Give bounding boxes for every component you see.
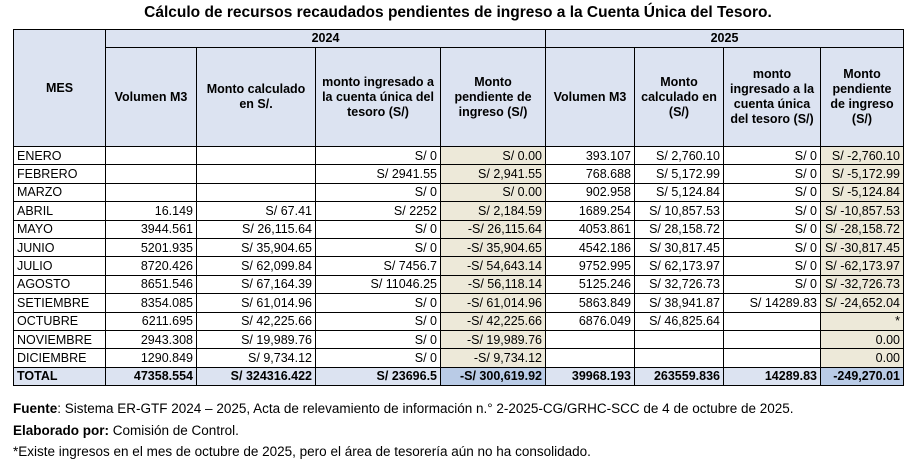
header-monto-pendiente-2025: Monto pendiente de ingreso (S/) <box>821 48 904 147</box>
cell-ingresado-2024: S/ 2941.55 <box>316 165 441 183</box>
header-monto-pendiente-2024: Monto pendiente de ingreso (S/) <box>441 48 546 147</box>
table-row <box>14 165 904 183</box>
cell-pendiente-2025: 0.00 <box>821 349 904 367</box>
cell-ingresado-2025: S/ 0 <box>724 147 821 165</box>
total-label: TOTAL <box>14 367 106 385</box>
cell-volumen-2025: 768.688 <box>546 165 635 183</box>
header-year-row <box>14 30 904 48</box>
table-row <box>14 220 904 238</box>
table-row <box>14 183 904 201</box>
cell-pendiente-2024: -S/ 54,643.14 <box>441 257 546 275</box>
cell-calculado-2025: S/ 5,172.99 <box>635 165 724 183</box>
cell-calculado-2024 <box>197 147 316 165</box>
cell-ingresado-2025: S/ 0 <box>724 238 821 256</box>
cell-calculado-2025: S/ 10,857.53 <box>635 202 724 220</box>
cell-pendiente-2024: -S/ 9,734.12 <box>441 349 546 367</box>
cell-volumen-2025: 9752.995 <box>546 257 635 275</box>
table-row <box>14 257 904 275</box>
cell-volumen-2025: 4542.186 <box>546 238 635 256</box>
total-row <box>14 367 904 385</box>
cell-calculado-2024: S/ 67,164.39 <box>197 275 316 293</box>
total-calculado-2024: S/ 324316.422 <box>197 367 316 385</box>
cell-calculado-2024: S/ 61,014.96 <box>197 294 316 312</box>
total-pendiente-2024: -S/ 300,619.92 <box>441 367 546 385</box>
total-ingresado-2025: 14289.83 <box>724 367 821 385</box>
cell-mes: JULIO <box>14 257 106 275</box>
cell-ingresado-2024: S/ 0 <box>316 238 441 256</box>
cell-mes: SETIEMBRE <box>14 294 106 312</box>
cell-pendiente-2025: S/ -2,760.10 <box>821 147 904 165</box>
cell-pendiente-2024: -S/ 19,989.76 <box>441 330 546 348</box>
cell-calculado-2025: S/ 2,760.10 <box>635 147 724 165</box>
cell-ingresado-2025 <box>724 349 821 367</box>
cell-volumen-2024 <box>106 147 197 165</box>
cell-ingresado-2025: S/ 0 <box>724 220 821 238</box>
cell-ingresado-2025: S/ 0 <box>724 165 821 183</box>
cell-volumen-2024: 8720.426 <box>106 257 197 275</box>
cell-calculado-2025: S/ 30,817.45 <box>635 238 724 256</box>
total-volumen-2025: 39968.193 <box>546 367 635 385</box>
cell-mes: DICIEMBRE <box>14 349 106 367</box>
header-year-2025: 2025 <box>546 30 904 48</box>
cell-volumen-2025: 5125.246 <box>546 275 635 293</box>
header-columns-row <box>14 48 904 147</box>
cell-calculado-2024: S/ 67.41 <box>197 202 316 220</box>
cell-calculado-2024 <box>197 165 316 183</box>
cell-volumen-2025: 6876.049 <box>546 312 635 330</box>
cell-mes: ENERO <box>14 147 106 165</box>
cell-volumen-2024: 8354.085 <box>106 294 197 312</box>
cell-mes: JUNIO <box>14 238 106 256</box>
cell-calculado-2025: S/ 32,726.73 <box>635 275 724 293</box>
cell-ingresado-2025: S/ 0 <box>724 183 821 201</box>
cell-volumen-2025: 1689.254 <box>546 202 635 220</box>
cell-mes: ABRIL <box>14 202 106 220</box>
cell-ingresado-2024: S/ 0 <box>316 349 441 367</box>
cell-ingresado-2025: S/ 0 <box>724 202 821 220</box>
cell-volumen-2025: 4053.861 <box>546 220 635 238</box>
cell-mes: AGOSTO <box>14 275 106 293</box>
cell-pendiente-2024: -S/ 61,014.96 <box>441 294 546 312</box>
cell-ingresado-2025 <box>724 312 821 330</box>
cell-volumen-2024: 16.149 <box>106 202 197 220</box>
fuente-label: Fuente <box>13 401 58 416</box>
cell-calculado-2024 <box>197 183 316 201</box>
table-row <box>14 312 904 330</box>
cell-ingresado-2024: S/ 0 <box>316 147 441 165</box>
cell-volumen-2024: 2943.308 <box>106 330 197 348</box>
table-row <box>14 275 904 293</box>
cell-ingresado-2025: S/ 14289.83 <box>724 294 821 312</box>
cell-ingresado-2024: S/ 0 <box>316 312 441 330</box>
cell-pendiente-2025: S/ -32,726.73 <box>821 275 904 293</box>
fuente-text: : Sistema ER-GTF 2024 – 2025, Acta de relevamiento de información n.° 2-2025-CG/GRHC-SCC de 4 de octubre de 2025. <box>57 401 794 416</box>
header-monto-calculado-2024: Monto calculado en S/. <box>197 48 316 147</box>
total-ingresado-2024: S/ 23696.5 <box>316 367 441 385</box>
cell-mes: FEBRERO <box>14 165 106 183</box>
cell-ingresado-2025 <box>724 330 821 348</box>
cell-volumen-2024: 3944.561 <box>106 220 197 238</box>
cell-mes: NOVIEMBRE <box>14 330 106 348</box>
cell-pendiente-2025: S/ -24,652.04 <box>821 294 904 312</box>
asterisk-note: *Existe ingresos en el mes de octubre de 2025, pero el área de tesorería aún no ha consolidado. <box>13 444 591 459</box>
cell-pendiente-2024: S/ 0.00 <box>441 183 546 201</box>
cell-ingresado-2024: S/ 0 <box>316 294 441 312</box>
cell-pendiente-2025: S/ -28,158.72 <box>821 220 904 238</box>
header-mes: MES <box>14 30 106 147</box>
cell-volumen-2025: 902.958 <box>546 183 635 201</box>
recursos-table <box>13 29 904 386</box>
cell-ingresado-2025: S/ 0 <box>724 257 821 275</box>
cell-volumen-2024 <box>106 165 197 183</box>
total-volumen-2024: 47358.554 <box>106 367 197 385</box>
cell-calculado-2024: S/ 26,115.64 <box>197 220 316 238</box>
table-row <box>14 349 904 367</box>
cell-calculado-2024: S/ 42,225.66 <box>197 312 316 330</box>
cell-ingresado-2024: S/ 0 <box>316 220 441 238</box>
cell-volumen-2025: 393.107 <box>546 147 635 165</box>
header-monto-ingresado-2024: monto ingresado a la cuenta única del tesoro (S/) <box>316 48 441 147</box>
cell-volumen-2024: 8651.546 <box>106 275 197 293</box>
footnotes <box>13 398 794 463</box>
total-calculado-2025: 263559.836 <box>635 367 724 385</box>
total-pendiente-2025: -249,270.01 <box>821 367 904 385</box>
cell-pendiente-2024: -S/ 42,225.66 <box>441 312 546 330</box>
cell-calculado-2024: S/ 62,099.84 <box>197 257 316 275</box>
cell-pendiente-2024: -S/ 56,118.14 <box>441 275 546 293</box>
header-volumen-2025: Volumen M3 <box>546 48 635 147</box>
header-monto-ingresado-2025: monto ingresado a la cuenta única del tesoro (S/) <box>724 48 821 147</box>
cell-volumen-2024 <box>106 183 197 201</box>
cell-calculado-2025 <box>635 349 724 367</box>
cell-mes: OCTUBRE <box>14 312 106 330</box>
cell-calculado-2025: S/ 5,124.84 <box>635 183 724 201</box>
cell-calculado-2025: S/ 28,158.72 <box>635 220 724 238</box>
cell-volumen-2025: 5863.849 <box>546 294 635 312</box>
cell-pendiente-2025: S/ -5,172.99 <box>821 165 904 183</box>
cell-ingresado-2024: S/ 0 <box>316 183 441 201</box>
cell-pendiente-2025: S/ -30,817.45 <box>821 238 904 256</box>
elaborado-note <box>13 420 794 442</box>
cell-pendiente-2025: S/ -5,124.84 <box>821 183 904 201</box>
cell-volumen-2024: 6211.695 <box>106 312 197 330</box>
cell-pendiente-2025: S/ -10,857.53 <box>821 202 904 220</box>
header-volumen-2024: Volumen M3 <box>106 48 197 147</box>
cell-pendiente-2025: S/ -62,173.97 <box>821 257 904 275</box>
cell-calculado-2024: S/ 35,904.65 <box>197 238 316 256</box>
table-row <box>14 202 904 220</box>
cell-calculado-2025: S/ 46,825.64 <box>635 312 724 330</box>
cell-volumen-2025 <box>546 349 635 367</box>
table-row <box>14 147 904 165</box>
cell-mes: MARZO <box>14 183 106 201</box>
cell-ingresado-2024: S/ 0 <box>316 330 441 348</box>
elaborado-label: Elaborado por: <box>13 422 110 438</box>
cell-calculado-2025: S/ 62,173.97 <box>635 257 724 275</box>
cell-ingresado-2024: S/ 7456.7 <box>316 257 441 275</box>
fuente-note <box>13 398 794 420</box>
cell-pendiente-2024: -S/ 26,115.64 <box>441 220 546 238</box>
cell-pendiente-2024: S/ 0.00 <box>441 147 546 165</box>
cell-pendiente-2025: 0.00 <box>821 330 904 348</box>
cell-ingresado-2024: S/ 2252 <box>316 202 441 220</box>
table-row <box>14 294 904 312</box>
cell-pendiente-2024: S/ 2,184.59 <box>441 202 546 220</box>
cell-volumen-2024: 1290.849 <box>106 349 197 367</box>
cell-calculado-2025: S/ 38,941.87 <box>635 294 724 312</box>
header-year-2024: 2024 <box>106 30 546 48</box>
table-title: Cálculo de recursos recaudados pendientes de ingreso a la Cuenta Única del Tesoro. <box>144 4 772 21</box>
cell-calculado-2025 <box>635 330 724 348</box>
header-monto-calculado-2025: Monto calculado en (S/) <box>635 48 724 147</box>
cell-calculado-2024: S/ 9,734.12 <box>197 349 316 367</box>
table-row <box>14 330 904 348</box>
cell-mes: MAYO <box>14 220 106 238</box>
cell-pendiente-2024: -S/ 35,904.65 <box>441 238 546 256</box>
cell-volumen-2025 <box>546 330 635 348</box>
elaborado-text: Comisión de Control. <box>109 422 239 438</box>
cell-pendiente-2025: * <box>821 312 904 330</box>
cell-ingresado-2025: S/ 0 <box>724 275 821 293</box>
cell-pendiente-2024: S/ 2,941.55 <box>441 165 546 183</box>
table-row <box>14 238 904 256</box>
cell-volumen-2024: 5201.935 <box>106 238 197 256</box>
cell-calculado-2024: S/ 19,989.76 <box>197 330 316 348</box>
cell-ingresado-2024: S/ 11046.25 <box>316 275 441 293</box>
